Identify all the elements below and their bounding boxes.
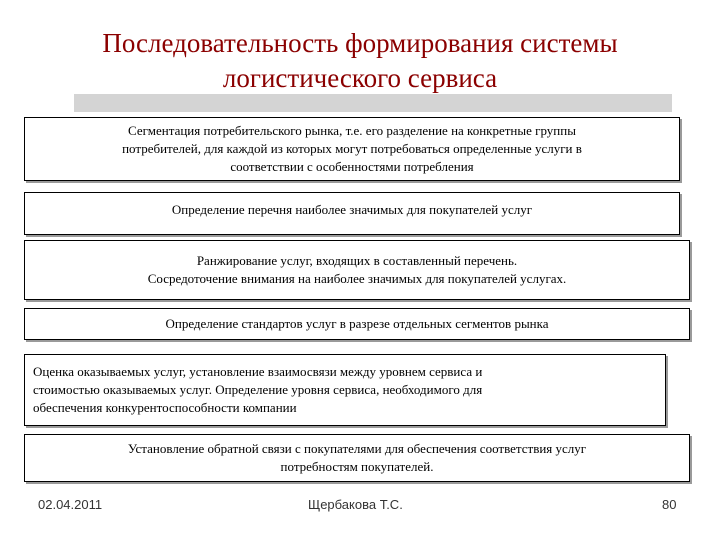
step-text-line: Сегментация потребительского рынка, т.е. его разделение на конкретные группы (128, 123, 576, 138)
step-text-line: Установление обратной связи с покупателями для обеспечения соответствия услуг (127, 441, 587, 456)
slide-title (60, 26, 660, 96)
step-text-line: Оценка оказываемых услуг, установление взаимосвязи между уровнем сервиса и (33, 364, 483, 379)
step-services-list-box (24, 192, 680, 235)
step-text-line: Определение стандартов услуг в разрезе отдельных сегментов рынка (165, 316, 549, 331)
step-evaluation-box (24, 354, 666, 426)
footer-page-number: 80 (662, 497, 677, 512)
step-text-line: обеспечения конкурентоспособности компании (33, 400, 297, 415)
footer-date: 02.04.2011 (38, 497, 103, 512)
title-line-2: логистического сервиса (222, 63, 498, 93)
divider-bar (74, 94, 672, 112)
footer-author: Щербакова Т.С. (308, 497, 403, 512)
step-text-line: Ранжирование услуг, входящих в составленный перечень. (196, 253, 518, 268)
step-ranking-box (24, 240, 690, 300)
step-standards-box (24, 308, 690, 340)
step-text-line: стоимостью оказываемых услуг. Определение уровня сервиса, необходимого для (33, 382, 483, 397)
step-segmentation-box (24, 117, 680, 181)
step-text-line: Сосредоточение внимания на наиболее значимых для покупателей услугах. (147, 271, 567, 286)
title-line-1: Последовательность формирования системы (102, 28, 618, 58)
step-text-line: потребностям покупателей. (280, 459, 434, 474)
step-text-line: потребителей, для каждой из которых могут потребоваться определенные услуги в (122, 141, 582, 156)
step-feedback-box (24, 434, 690, 482)
step-text-line: соответствии с особенностями потребления (230, 159, 474, 174)
step-text-line: Определение перечня наиболее значимых для покупателей услуг (171, 202, 533, 217)
